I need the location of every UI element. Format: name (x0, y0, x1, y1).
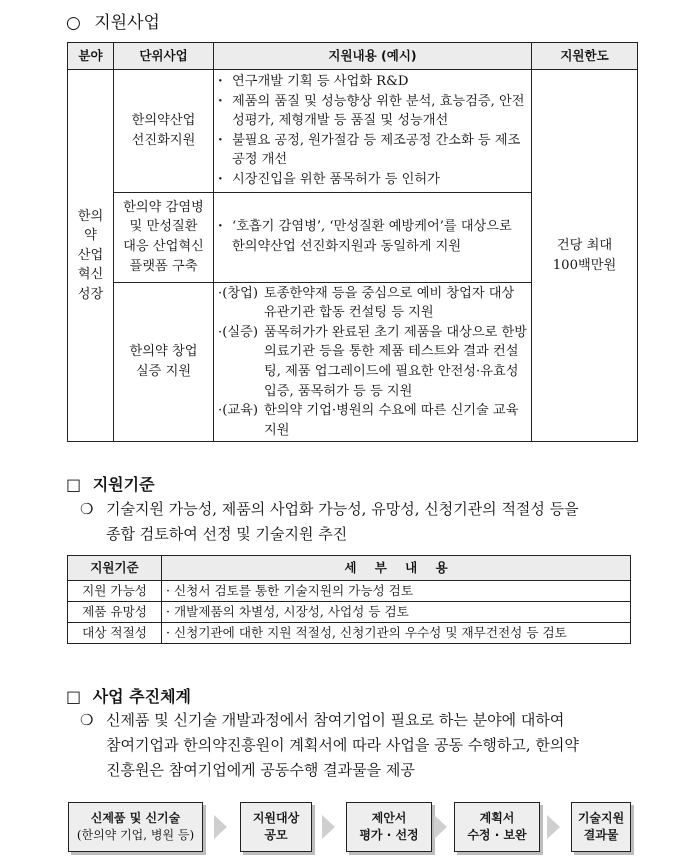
header-unit: 단위사업 (114, 43, 214, 70)
table-row: 제품 유망성 · 개발제품의 차별성, 시장성, 사업성 등 검토 (68, 602, 631, 623)
flow-step-3: 제안서 평가 · 선정 (346, 802, 432, 852)
section-marker-square: □ (66, 687, 82, 706)
list-item: · 연구개발 기획 등 사업화 R&D (218, 72, 527, 92)
list-item: · ‘호흡기 감염병’, ‘만성질환 예방케어’를 대상으로 한의약산업 선진화지원과 동일하게 지원 (218, 217, 527, 256)
content-cell-platform (214, 192, 532, 282)
header-limit: 지원한도 (532, 43, 638, 70)
process-flow (68, 802, 633, 852)
support-projects-table (67, 42, 638, 442)
arrow-right-icon (214, 815, 227, 839)
section-title-text: 지원기준 (92, 475, 155, 494)
list-item: · 시장진입을 위한 품목허가 등 인허가 (218, 170, 527, 190)
system-paragraph: ❍ 신제품 및 신기술 개발과정에서 참여기업이 필요로 하는 분야에 대하여 참여기업과 한의약진흥원이 계획서에 따라 사업을 공동 수행하고, 한의약 진흥원은 참여기업에게 공동수행 결과물을 제공 (80, 708, 640, 783)
flow-step-1: 신제품 및 신기술 (한의약 기업, 병원 등) (68, 802, 203, 852)
header-content: 지원내용 (예시) (214, 43, 532, 70)
section-title-text: 사업 추진체계 (92, 687, 192, 706)
header-field: 분야 (68, 43, 114, 70)
arrow-right-icon (434, 815, 447, 839)
section-title-text: 지원사업 (94, 13, 160, 33)
arrow-right-icon (322, 815, 335, 839)
list-item: ·(창업) 토종한약재 등을 중심으로 예비 창업자 대상 유관기관 합동 컨설팅 등 지원 (218, 285, 515, 321)
arrow-right-icon (547, 815, 560, 839)
system-title (66, 684, 191, 707)
section-marker-square: □ (66, 475, 82, 494)
unit-cell-platform: 한의약 감염병 및 만성질환 대응 산업혁신 플랫폼 구축 (114, 192, 214, 282)
content-cell-advance (214, 70, 532, 193)
bullet-circle: ❍ (80, 500, 94, 518)
table-row: 대상 적절성 · 신청기관에 대한 지원 적절성, 신청기관의 우수성 및 재무건전성 등 검토 (68, 623, 631, 644)
criteria-table (67, 555, 631, 644)
criteria-title (66, 472, 155, 495)
header-detail: 세 부 내 용 (162, 556, 631, 581)
content-cell-startup (214, 282, 532, 442)
field-cell: 한의약 산업 혁신 성장 (68, 70, 114, 442)
section-marker-circle: ○ (66, 13, 81, 33)
list-item: · 제품의 품질 및 성능향상 위한 분석, 효능검증, 안전성평가, 제형개발 등 품질 및 성능개선 (218, 92, 527, 131)
unit-cell-advance: 한의약산업 선진화지원 (114, 70, 214, 193)
criteria-paragraph: ❍ 기술지원 가능성, 제품의 사업화 가능성, 유망성, 신청기관의 적절성 등을 종합 검토하여 선정 및 기술지원 추진 (80, 497, 640, 547)
unit-cell-startup: 한의약 창업 실증 지원 (114, 282, 214, 442)
limit-cell: 건당 최대 100백만원 (532, 70, 638, 442)
support-projects-title (66, 8, 160, 33)
list-item: · 불필요 공정, 원가절감 등 제조공정 간소화 등 제조공정 개선 (218, 131, 527, 170)
list-item: ·(실증) 품목허가가 완료된 초기 제품을 대상으로 한방의료기관 등을 통한 제품 테스트와 결과 컨설팅, 제품 업그레이드에 필요한 안전성·유효성 입증, 품목허가 등 등 지원 (218, 324, 528, 399)
header-criteria: 지원기준 (68, 556, 162, 581)
flow-step-5: 기술지원 결과물 (571, 802, 631, 852)
table-row: 지원 가능성 · 신청서 검토를 통한 기술지원의 가능성 검토 (68, 581, 631, 602)
bullet-circle: ❍ (80, 711, 94, 729)
list-item: ·(교육) 한의약 기업·병원의 수요에 따른 신기술 교육 지원 (218, 403, 519, 438)
flow-step-4: 계획서 수정 · 보완 (454, 802, 540, 852)
flow-step-2: 지원대상 공모 (240, 802, 312, 852)
